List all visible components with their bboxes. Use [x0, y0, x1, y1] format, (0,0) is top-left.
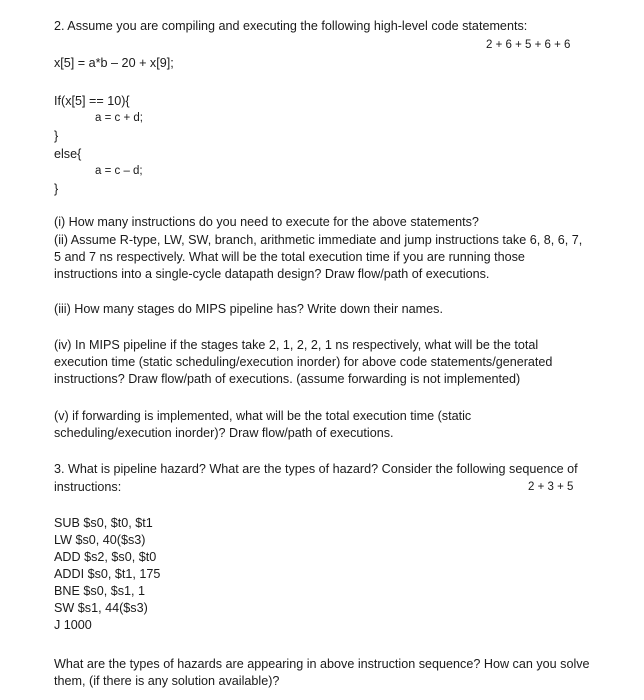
instruction-item: LW $s0, 40($s3) [54, 533, 146, 547]
q3-heading-line2: instructions: [54, 480, 122, 494]
instruction-item: ADDI $s0, $t1, 175 [54, 567, 161, 581]
q2-part-iv-line: (iv) In MIPS pipeline if the stages take 2, 1, 2, 2, 1 ns respectively, what will be the total [54, 338, 539, 352]
instruction-item: ADD $s2, $s0, $t0 [54, 550, 157, 564]
instruction-item: SUB $s0, $t0, $t1 [54, 516, 153, 530]
q2-part-ii-line: (ii) Assume R-type, LW, SW, branch, arithmetic immediate and jump instructions take 6, 8, 6, 7, [54, 233, 583, 247]
q2-heading: 2. Assume you are compiling and executing the following high-level code statements: [54, 19, 528, 33]
q2-marks: 2 + 6 + 5 + 6 + 6 [486, 39, 571, 51]
q3-marks: 2 + 3 + 5 [528, 481, 574, 493]
code-close-brace-2: } [54, 182, 59, 196]
q3-closing-line: them, (if there is any solution available)? [54, 674, 280, 688]
code-if-line: If(x[5] == 10){ [54, 94, 130, 108]
q2-part-ii [54, 232, 622, 283]
q2-part-iv-line: execution time (static scheduling/execution inorder) for above code statements/generated [54, 355, 553, 369]
q2-part-v-line: scheduling/execution inorder)? Draw flow/path of executions. [54, 426, 394, 440]
instruction-item: J 1000 [54, 618, 92, 632]
q2-part-i: (i) How many instructions do you need to execute for the above statements? [54, 215, 479, 229]
q3-heading-line1: 3. What is pipeline hazard? What are the types of hazard? Consider the following sequence of [54, 462, 578, 476]
code-line-assignment: x[5] = a*b – 20 + x[9]; [54, 56, 174, 70]
q2-part-iv [54, 337, 622, 388]
code-else-body: a = c – d; [95, 165, 143, 177]
q2-part-ii-line: 5 and 7 ns respectively. What will be the total execution time if you are running those [54, 250, 525, 264]
q3-closing-line: What are the types of hazards are appearing in above instruction sequence? How can you solve [54, 657, 590, 671]
instruction-item: BNE $s0, $s1, 1 [54, 584, 146, 598]
q2-part-iii: (iii) How many stages do MIPS pipeline has? Write down their names. [54, 302, 443, 316]
q2-part-v [54, 408, 622, 442]
instruction-item: SW $s1, 44($s3) [54, 601, 148, 615]
q3-closing [54, 656, 622, 690]
code-if-body: a = c + d; [95, 112, 143, 124]
code-close-brace: } [54, 129, 59, 143]
instruction-list [54, 515, 160, 634]
q2-part-ii-line: instructions into a single-cycle datapath design? Draw flow/path of executions. [54, 267, 490, 281]
q2-part-v-line: (v) if forwarding is implemented, what will be the total execution time (static [54, 409, 472, 423]
q2-part-iv-line: instructions? Draw flow/path of executions. (assume forwarding is not implemented) [54, 372, 521, 386]
code-else-line: else{ [54, 147, 82, 161]
